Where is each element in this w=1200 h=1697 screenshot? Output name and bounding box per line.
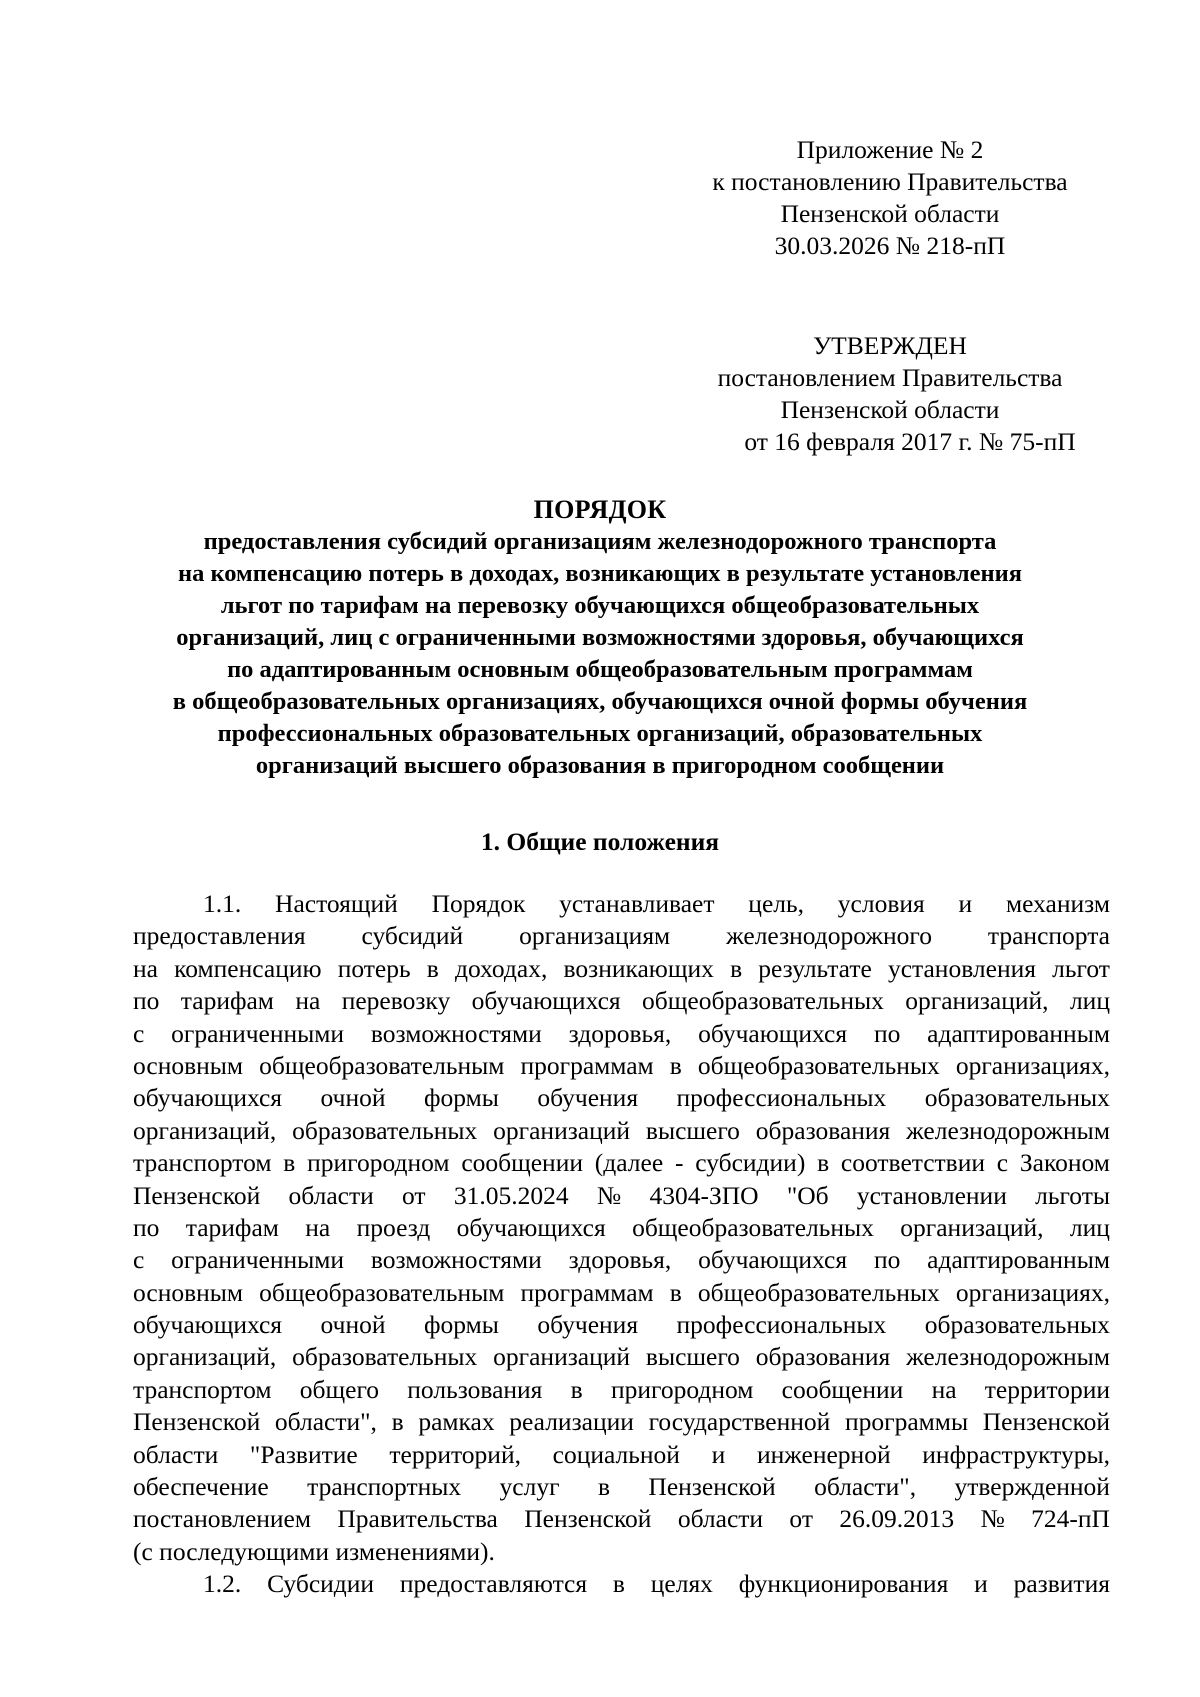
word: общего [299, 1374, 380, 1404]
word: и [958, 889, 973, 918]
body-line [133, 888, 1110, 920]
word: "Об [786, 1180, 829, 1210]
word: тарифам [185, 1212, 279, 1242]
word: Пензенской [648, 1472, 776, 1502]
word: и [711, 1439, 726, 1469]
word: ограниченными [171, 1018, 345, 1048]
word: организаций, [900, 1212, 1044, 1242]
word: в [426, 953, 439, 983]
word: обучающихся [698, 1018, 848, 1048]
body-line [133, 1180, 1110, 1212]
word: пригородном [610, 1374, 754, 1404]
body-line [133, 1471, 1110, 1503]
word: общеобразовательным [259, 1050, 505, 1080]
word: транспорта [987, 921, 1110, 951]
title-line: профессиональных образовательных организаций, образовательных [217, 720, 983, 747]
word: возможностями [370, 1018, 542, 1048]
word: утвержденной [954, 1472, 1110, 1502]
word: общеобразовательных [632, 1212, 874, 1242]
word: сообщении [461, 1148, 583, 1178]
word: тарифам [180, 986, 274, 1016]
word: образования [755, 1342, 891, 1372]
word: очной [320, 1083, 386, 1113]
word: доходах, [455, 953, 548, 983]
word: лиц [1069, 986, 1110, 1016]
body-line [133, 1018, 1110, 1050]
word: в [283, 1148, 296, 1178]
word: на [931, 1374, 957, 1404]
body-line [133, 1212, 1110, 1244]
word: образовательных [924, 1083, 1110, 1113]
appendix-line: к постановлению Правительства [712, 167, 1068, 196]
word: пригородном [307, 1148, 450, 1178]
word: возможностями [370, 1245, 542, 1275]
word: государственной [648, 1407, 831, 1437]
word: Пензенской [982, 1407, 1110, 1437]
word: железнодорожного [726, 921, 932, 951]
word: функционирования [738, 1569, 949, 1599]
word: программам [520, 1050, 654, 1080]
word: обучающихся [698, 1245, 848, 1275]
word: льгот [1052, 953, 1110, 983]
word: услуг [499, 1472, 560, 1502]
word: организациях, [955, 1277, 1110, 1307]
word: ограниченными [171, 1245, 345, 1275]
word: транспортом [133, 1148, 272, 1178]
body-line [133, 1374, 1110, 1406]
word: субсидии) [695, 1148, 806, 1178]
word: программам [520, 1277, 654, 1307]
word: на [133, 953, 158, 983]
word: возникающих [563, 953, 714, 983]
body-line [133, 1341, 1110, 1373]
word: высшего [645, 1342, 740, 1372]
word: (далее [594, 1148, 664, 1178]
body-line [133, 953, 1110, 985]
word: предоставляются [399, 1569, 588, 1599]
word: перевозку [341, 986, 451, 1016]
word: здоровья, [568, 1245, 672, 1275]
word: организаций [493, 1115, 631, 1145]
word: адаптированным [927, 1245, 1110, 1275]
word: на [295, 986, 321, 1016]
word: организаций [493, 1342, 631, 1372]
word: Порядок [431, 889, 526, 918]
appendix-line: Пензенской области [780, 199, 1000, 228]
word: "Развитие [249, 1439, 358, 1469]
body-line [133, 1082, 1110, 1114]
word: организациях, [955, 1050, 1110, 1080]
word: общеобразовательных [697, 1050, 940, 1080]
word: потерь [337, 953, 411, 983]
word: образовательных [292, 1342, 478, 1372]
word: от [789, 1504, 813, 1534]
word: соответствии [840, 1148, 986, 1178]
title-line: на компенсацию потерь в доходах, возникающих в результате установления [177, 560, 1022, 587]
word: обучающихся [133, 1083, 283, 1113]
word: цель, [748, 889, 804, 918]
title-line: по адаптированным основным общеобразовательным программам [227, 656, 973, 683]
word: очной [320, 1310, 386, 1340]
word: образовательных [924, 1310, 1110, 1340]
title-line: организаций высшего образования в пригородном сообщении [255, 752, 945, 779]
title-heading: ПОРЯДОК [533, 495, 667, 524]
body-line [133, 1277, 1110, 1309]
word: профессиональных [676, 1310, 887, 1340]
word: в [597, 1472, 611, 1502]
document-title [110, 494, 1090, 782]
word: Субсидии [267, 1569, 375, 1599]
word: социальной [552, 1439, 680, 1469]
word: формы [423, 1083, 499, 1113]
word: от [402, 1180, 426, 1210]
word: программы [845, 1407, 969, 1437]
word: № [980, 1504, 1005, 1534]
word: высшего [645, 1115, 740, 1145]
appendix-line: 30.03.2026 № 218-пП [774, 231, 1006, 260]
word: основным [133, 1050, 244, 1080]
body-line [133, 1050, 1110, 1082]
word: транспортных [307, 1472, 462, 1502]
word: области [288, 1180, 374, 1210]
title-line: предоставления субсидий организациям железнодорожного транспорта [203, 528, 997, 555]
word: механизм [1005, 889, 1110, 918]
word: № [596, 1180, 622, 1210]
word: рамках [418, 1407, 495, 1437]
word: территорий, [389, 1439, 521, 1469]
word: льготы [1035, 1180, 1110, 1210]
word: по [133, 986, 160, 1016]
word: целях [650, 1569, 713, 1599]
word: в [669, 1050, 682, 1080]
word: железнодорожным [906, 1342, 1110, 1372]
word: в [730, 953, 743, 983]
word: области [133, 1439, 219, 1469]
word: Законом [1019, 1148, 1110, 1178]
word: адаптированным [927, 1018, 1110, 1048]
word: обеспечение [133, 1472, 269, 1502]
word: проезд [356, 1212, 431, 1242]
appendix-line: Приложение № 2 [796, 135, 984, 164]
word: по [133, 1212, 160, 1242]
word: организаций, [133, 1115, 277, 1145]
word: обучающихся [471, 986, 621, 1016]
word: Правительства [337, 1504, 498, 1534]
body-line [133, 1115, 1110, 1147]
word: - [674, 1148, 684, 1178]
word: сообщении [781, 1374, 904, 1404]
body-line [133, 1439, 1110, 1471]
word: профессиональных [676, 1083, 887, 1113]
word: Пензенской [133, 1407, 261, 1437]
title-line: в общеобразовательных организациях, обучающихся очной формы обучения [172, 688, 1028, 715]
approved-block [650, 330, 1130, 458]
word: Пензенской [133, 1180, 261, 1210]
body-text [133, 888, 1110, 1601]
word: транспортом [133, 1374, 272, 1404]
word: обучения [537, 1083, 639, 1113]
word: 1.2. [203, 1569, 242, 1599]
word: условия [837, 889, 925, 918]
word: обучающихся [456, 1212, 606, 1242]
word: реализации [509, 1407, 634, 1437]
word: результате [758, 953, 872, 983]
approved-line: постановлением Правительства [717, 363, 1063, 392]
word: развития [1013, 1569, 1110, 1599]
word: с [996, 1148, 1009, 1178]
word: 26.09.2013 [839, 1504, 955, 1534]
word: инфраструктуры, [922, 1439, 1110, 1469]
word: 724-пП [1031, 1504, 1110, 1534]
word: образовательных [292, 1115, 478, 1145]
word: 31.05.2024 [453, 1180, 569, 1210]
word: по [873, 1018, 901, 1048]
word: на [305, 1212, 331, 1242]
body-line: (с последующими изменениями). [133, 1536, 495, 1566]
word: компенсацию [174, 953, 322, 983]
word: в [391, 1407, 404, 1437]
word: территории [984, 1374, 1110, 1404]
body-line [133, 1503, 1110, 1535]
body-line [133, 1309, 1110, 1341]
word: железнодорожным [906, 1115, 1110, 1145]
word: общеобразовательных [642, 986, 884, 1016]
word: Пензенской [524, 1504, 652, 1534]
word: 4304-ЗПО [649, 1180, 759, 1210]
title-line: организаций, лиц с ограниченными возможностями здоровья, обучающихся [176, 624, 1024, 651]
word: области", [814, 1472, 917, 1502]
word: в [570, 1374, 583, 1404]
word: в [612, 1569, 625, 1599]
word: в [669, 1277, 682, 1307]
word: Настоящий [275, 889, 398, 918]
word: области [677, 1504, 764, 1534]
word: пользования [407, 1374, 543, 1404]
word: общеобразовательным [259, 1277, 505, 1307]
word: в [817, 1148, 830, 1178]
word: обучения [537, 1310, 639, 1340]
body-line [133, 1406, 1110, 1438]
word: устанавливает [559, 889, 715, 918]
word: здоровья, [568, 1018, 672, 1048]
appendix-block [650, 134, 1130, 262]
word: с [133, 1018, 145, 1048]
body-line [133, 1244, 1110, 1276]
word: организаций, [905, 986, 1049, 1016]
word: организациям [519, 921, 671, 951]
approved-line: Пензенской области [780, 395, 1000, 424]
word: лиц [1069, 1212, 1110, 1242]
title-line: льгот по тарифам на перевозку обучающихся общеобразовательных [220, 592, 980, 619]
word: области", [274, 1407, 377, 1437]
word: 1.1. [203, 889, 242, 918]
word: обучающихся [133, 1310, 283, 1340]
body-line [133, 920, 1110, 952]
word: с [133, 1245, 145, 1275]
word: организаций, [133, 1342, 277, 1372]
word: субсидий [361, 921, 464, 951]
word: общеобразовательных [697, 1277, 940, 1307]
body-line [133, 985, 1110, 1017]
body-line [133, 1147, 1110, 1179]
word: постановлением [133, 1504, 312, 1534]
approved-line: от 16 февраля 2017 г. № 75-пП [744, 427, 1076, 456]
word: и [974, 1569, 988, 1599]
word: установлении [856, 1180, 1007, 1210]
word: образования [755, 1115, 891, 1145]
word: инженерной [756, 1439, 891, 1469]
body-line [133, 1568, 1110, 1600]
word: формы [423, 1310, 499, 1340]
word: предоставления [133, 921, 306, 951]
word: установления [887, 953, 1036, 983]
section-heading: 1. Общие положения [480, 827, 720, 856]
word: основным [133, 1277, 244, 1307]
word: по [873, 1245, 901, 1275]
approved-line: УТВЕРЖДЕН [813, 331, 967, 360]
